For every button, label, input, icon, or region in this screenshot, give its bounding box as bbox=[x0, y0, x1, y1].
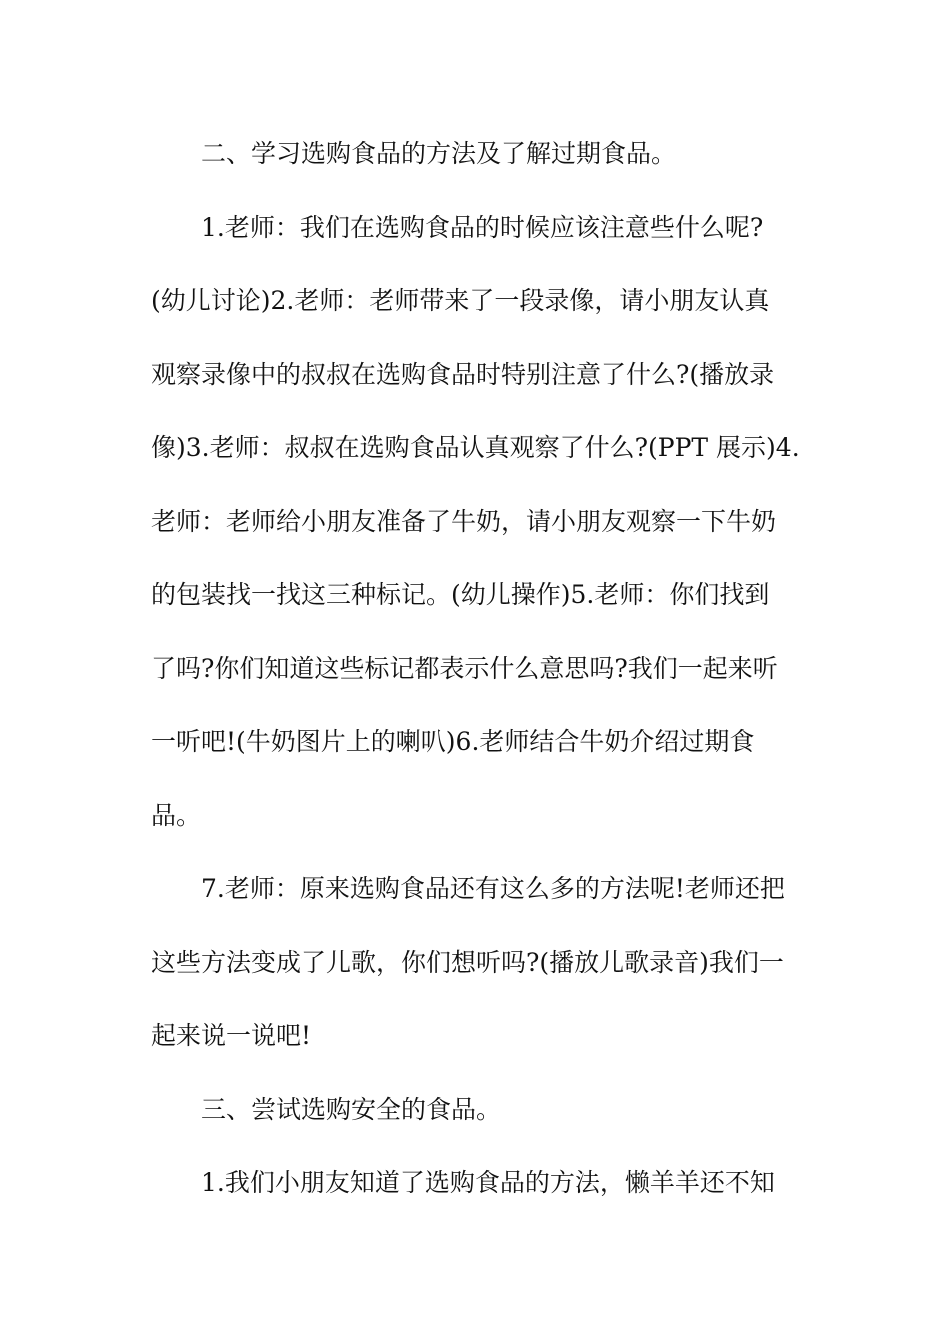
text-line: 1.我们小朋友知道了选购食品的方法，懒羊羊还不知 bbox=[151, 1168, 775, 1197]
text-line: 1.老师：我们在选购食品的时候应该注意些什么呢? bbox=[151, 212, 764, 242]
text-line: 一听吧!(牛奶图片上的喇叭)6.老师结合牛奶介绍过期食 bbox=[151, 727, 755, 756]
text-line: 品。 bbox=[151, 800, 202, 830]
text-line: 了吗?你们知道这些标记都表示什么意思吗?我们一起来听 bbox=[151, 653, 778, 683]
text-line: 像)3.老师：叔叔在选购食品认真观察了什么?(PPT 展示)4. bbox=[151, 433, 800, 462]
text-line: (幼儿讨论)2.老师：老师带来了一段录像，请小朋友认真 bbox=[151, 286, 770, 315]
text-line: 观察录像中的叔叔在选购食品时特别注意了什么?(播放录 bbox=[151, 359, 775, 389]
text-line: 二、学习选购食品的方法及了解过期食品。 bbox=[151, 139, 677, 168]
text-line: 7.老师：原来选购食品还有这么多的方法呢!老师还把 bbox=[151, 874, 785, 903]
paragraph-step-7 bbox=[151, 852, 811, 1073]
text-line: 老师：老师给小朋友准备了牛奶，请小朋友观察一下牛奶 bbox=[151, 506, 777, 536]
text-line: 起来说一说吧! bbox=[151, 1021, 312, 1050]
text-line: 三、尝试选购安全的食品。 bbox=[151, 1094, 502, 1124]
text-line: 这些方法变成了儿歌，你们想听吗?(播放儿歌录音)我们一 bbox=[151, 947, 784, 977]
text-line: 的包装找一找这三种标记。(幼儿操作)5.老师：你们找到 bbox=[151, 580, 770, 609]
paragraph-steps-1-6 bbox=[151, 191, 811, 853]
section-heading-2 bbox=[151, 117, 811, 191]
section-heading-3 bbox=[151, 1073, 811, 1147]
paragraph-section-3-step-1 bbox=[151, 1146, 811, 1220]
